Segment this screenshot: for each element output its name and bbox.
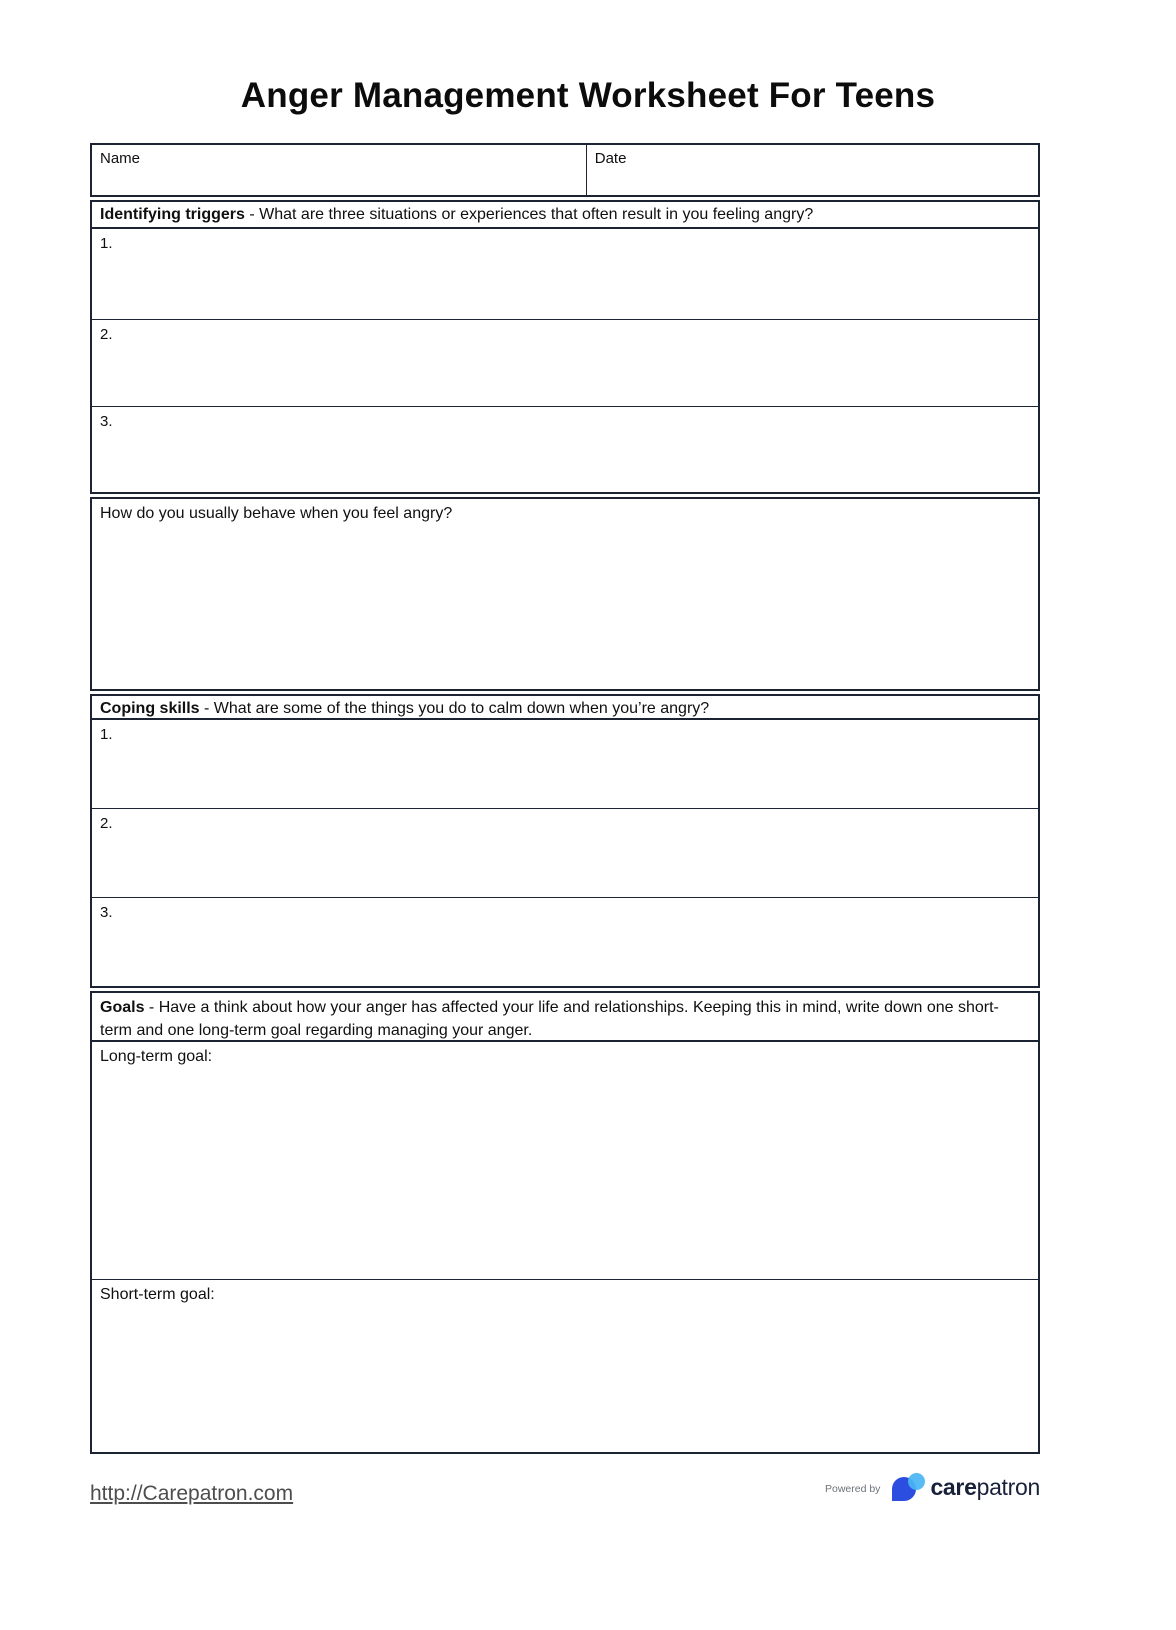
- coping-answer-box-3[interactable]: [92, 898, 1038, 986]
- long-term-goal-label: Long-term goal:: [100, 1048, 213, 1065]
- goals-heading: Goals: [100, 999, 145, 1016]
- long-term-goal-box[interactable]: [92, 1042, 1038, 1280]
- triggers-answer-box-2[interactable]: [92, 320, 1038, 407]
- answer-number: 2.: [100, 815, 113, 832]
- short-term-goal-label: Short-term goal:: [100, 1286, 215, 1303]
- carepatron-logo-icon: [892, 1473, 925, 1501]
- triggers-section-header: [92, 202, 1038, 229]
- behavior-section: [90, 497, 1040, 691]
- behavior-answer-box[interactable]: [92, 499, 1038, 689]
- answer-number: 2.: [100, 326, 113, 343]
- carepatron-logo[interactable]: [892, 1473, 1040, 1501]
- worksheet-form: [90, 143, 1040, 1457]
- triggers-answer-box-3[interactable]: [92, 407, 1038, 492]
- brand-wordmark: [930, 1474, 1040, 1501]
- date-label: Date: [594, 150, 627, 167]
- answer-number: 3.: [100, 904, 113, 921]
- triggers-section: [90, 200, 1040, 494]
- coping-question: - What are some of the things you do to calm down when you’re angry?: [199, 700, 710, 717]
- brand-name-care: care: [930, 1473, 977, 1500]
- coping-heading: Coping skills: [100, 700, 200, 717]
- date-field[interactable]: [587, 145, 1038, 195]
- answer-number: 1.: [100, 726, 113, 743]
- triggers-heading: Identifying triggers: [100, 206, 245, 223]
- powered-by-block: [825, 1473, 1040, 1501]
- goals-section: [90, 991, 1040, 1454]
- short-term-goal-box[interactable]: [92, 1280, 1038, 1452]
- behavior-question: How do you usually behave when you feel angry?: [100, 505, 453, 522]
- coping-section-header: [92, 696, 1038, 720]
- page-title: Anger Management Worksheet For Teens: [240, 76, 936, 115]
- answer-number: 3.: [100, 413, 113, 430]
- goals-section-header: [92, 993, 1038, 1042]
- answer-number: 1.: [100, 235, 113, 252]
- name-field[interactable]: [92, 145, 587, 195]
- triggers-question: - What are three situations or experiences that often result in you feeling angry?: [244, 206, 814, 223]
- coping-section: [90, 694, 1040, 988]
- goals-description: - Have a think about how your anger has affected your life and relationships. Keeping this in mind, write down one short-term and one long-term goal regarding managing your anger.: [100, 999, 999, 1039]
- logo-light-bubble-icon: [908, 1473, 925, 1490]
- triggers-answer-box-1[interactable]: [92, 229, 1038, 320]
- carepatron-link[interactable]: http://Carepatron.com: [90, 1482, 294, 1505]
- name-date-row: [90, 143, 1040, 197]
- powered-by-label: Powered by: [824, 1483, 881, 1495]
- brand-name-patron: patron: [976, 1473, 1040, 1500]
- name-label: Name: [100, 150, 141, 167]
- coping-answer-box-2[interactable]: [92, 809, 1038, 898]
- coping-answer-box-1[interactable]: [92, 720, 1038, 809]
